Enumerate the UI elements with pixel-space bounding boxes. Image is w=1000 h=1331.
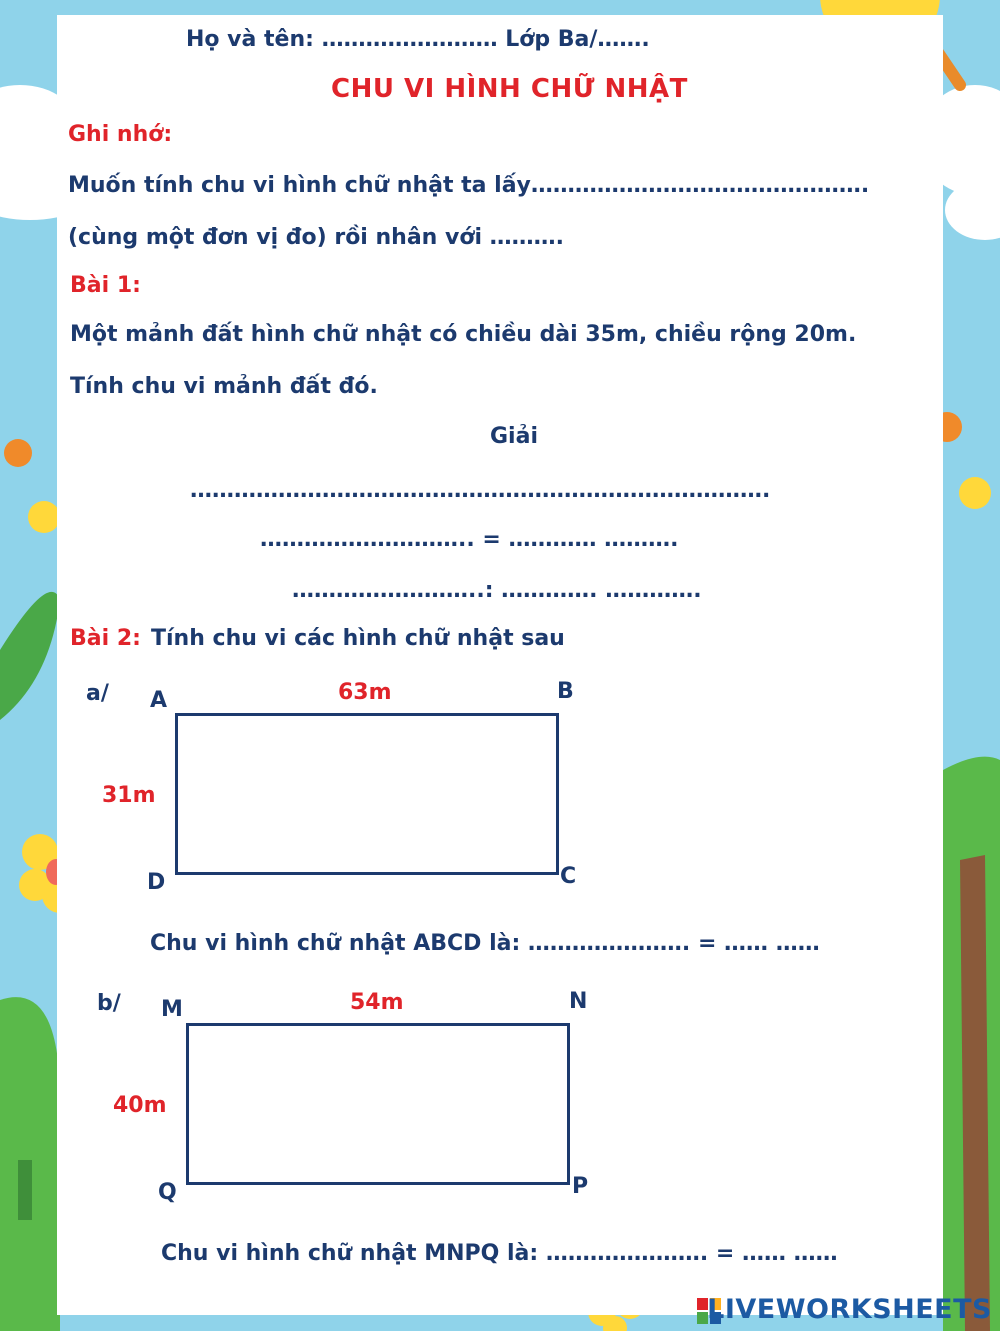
rectangle-abcd xyxy=(175,713,559,875)
corner-q: Q xyxy=(158,1180,177,1205)
corner-b: B xyxy=(557,679,574,704)
rect-b-length: 54m xyxy=(350,990,404,1015)
note-label: Ghi nhớ: xyxy=(68,122,173,147)
leaf-icon xyxy=(0,592,60,1331)
part-b-label: b/ xyxy=(97,991,121,1016)
solution-label: Giải xyxy=(490,424,538,449)
note-line-2: (cùng một đơn vị đo) rồi nhân với ………. xyxy=(68,225,565,250)
name-class-line: Họ và tên: …………………… Lớp Ba/……. xyxy=(186,27,650,52)
corner-n: N xyxy=(569,989,588,1014)
rect-a-answer[interactable]: Chu vi hình chữ nhật ABCD là: …………………. = …… …… xyxy=(150,931,820,956)
rect-b-width: 40m xyxy=(113,1093,167,1118)
answer-line-2[interactable]: ……………………….. = ………… ………. xyxy=(260,527,679,552)
answer-line-1[interactable]: ……………………………………………………………………. xyxy=(190,478,771,503)
page-title: CHU VI HÌNH CHỮ NHẬT xyxy=(331,74,688,104)
dot-icon xyxy=(4,439,32,467)
exercise-1-line-1: Một mảnh đất hình chữ nhật có chiều dài 35m, chiều rộng 20m. xyxy=(70,322,857,347)
rectangle-mnpq xyxy=(186,1023,570,1185)
dot-icon xyxy=(959,477,991,509)
rect-a-width: 31m xyxy=(102,783,156,808)
exercise-2-prompt: Tính chu vi các hình chữ nhật sau xyxy=(151,626,565,651)
exercise-1-line-2: Tính chu vi mảnh đất đó. xyxy=(70,374,378,399)
answer-line-3[interactable]: ……………………..: …………. …………. xyxy=(292,578,702,603)
liveworksheets-brand: LIVEWORKSHEETS xyxy=(707,1294,992,1325)
part-a-label: a/ xyxy=(86,681,109,706)
rect-a-length: 63m xyxy=(338,680,392,705)
dot-icon xyxy=(28,501,60,533)
exercise-1-label: Bài 1: xyxy=(70,273,141,298)
corner-p: P xyxy=(572,1174,589,1199)
rect-b-answer[interactable]: Chu vi hình chữ nhật MNPQ là: …………………. = …… …… xyxy=(161,1241,838,1266)
tree-trunk-icon xyxy=(943,757,1000,1331)
corner-c: C xyxy=(560,864,577,889)
exercise-2-label: Bài 2: xyxy=(70,626,141,651)
corner-a: A xyxy=(150,688,168,713)
corner-m: M xyxy=(161,997,183,1022)
note-line-1: Muốn tính chu vi hình chữ nhật ta lấy………………………………………. xyxy=(68,173,870,198)
corner-d: D xyxy=(147,870,166,895)
